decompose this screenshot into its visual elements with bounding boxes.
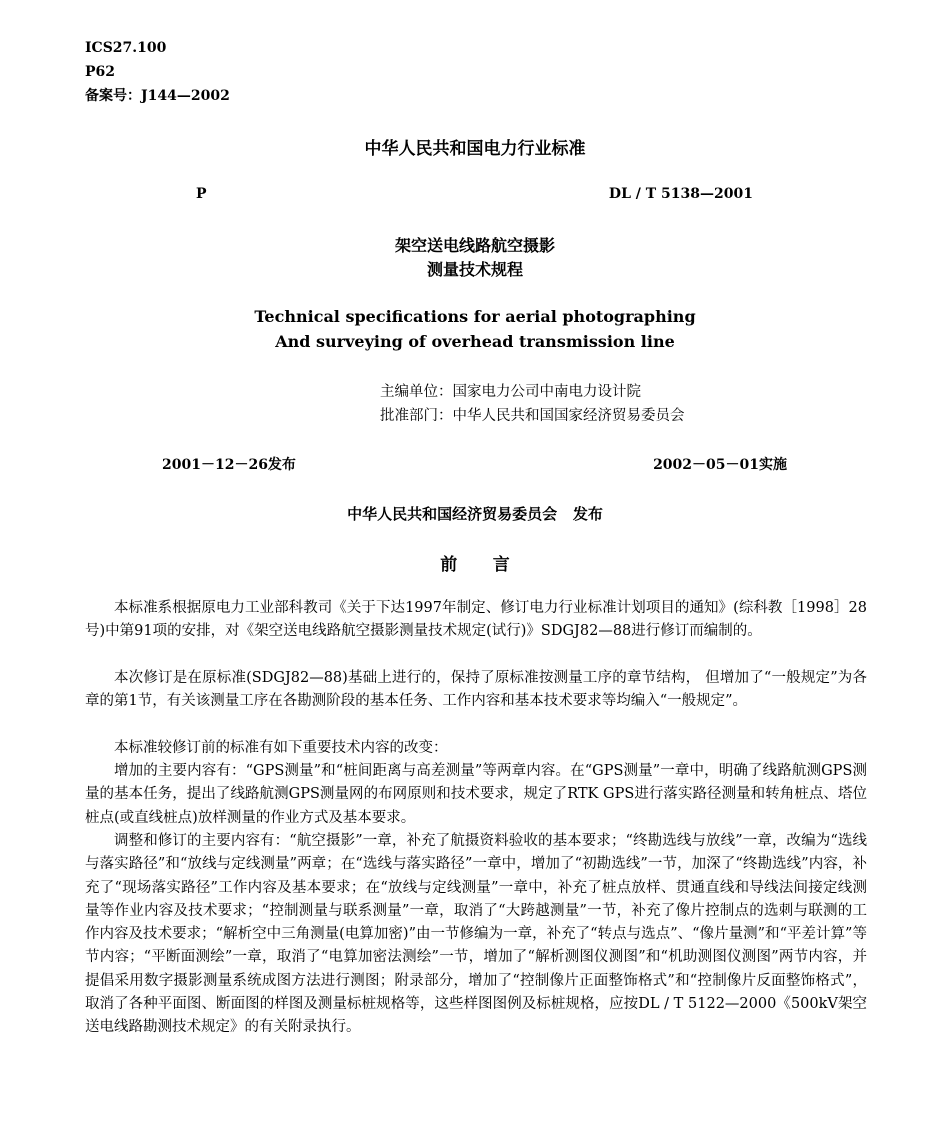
classification-code: P bbox=[196, 186, 207, 202]
standard-category: 中华人民共和国电力行业标准 bbox=[364, 139, 586, 159]
preface-paragraph-1: 本标准系根据原电力工业部科教司《关于下达1997年制定、修订电力行业标准计划项目的通知》(综科教［1998］28号)中第91项的安排，对《架空送电线路航空摄影测量技术规定(试行)》SDGJ82—88进行修订而编制的。 bbox=[85, 600, 867, 640]
publisher: 中华人民共和国经济贸易委员会 发布 bbox=[347, 505, 603, 523]
preface-paragraph-3: 本标准较修订前的标准有如下重要技术内容的改变： bbox=[114, 740, 448, 756]
issue-date: 2001－12－26发布 bbox=[162, 457, 296, 473]
preface-title: 前 言 bbox=[440, 555, 510, 575]
preface-paragraph-4: 增加的主要内容有：“GPS测量”和“桩间距离与高差测量”等两章内容。在“GPS测量”一章中，明确了线路航测GPS测量的基本任务，提出了线路航测GPS测量网的布网原则和技术要求，规定了RTK GPS进行落实路径测量和转角桩点、塔位桩点(或直线桩点)放样测量的作业方式及基本要求。 bbox=[85, 763, 867, 826]
preface-paragraph-2: 本次修订是在原标准(SDGJ82—88)基础上进行的，保持了原标准按测量工序的章节结构， 但增加了“一般规定”为各章的第1节，有关该测量工序在各勘测阶段的基本任务、工作内容和基本技术要求等均编入“一般规定”。 bbox=[85, 670, 867, 710]
title-en-line-1: Technical specifications for aerial photographing bbox=[254, 307, 696, 326]
title-cn-line-2: 测量技术规程 bbox=[426, 260, 523, 279]
approval-department: 批准部门：中华人民共和国国家经济贸易委员会 bbox=[380, 408, 685, 424]
ics-code: ICS27.100 bbox=[85, 40, 167, 56]
standard-number: DL / T 5138—2001 bbox=[608, 186, 753, 202]
p-code: P62 bbox=[85, 64, 116, 80]
implement-date: 2002－05－01实施 bbox=[653, 457, 787, 473]
title-cn-line-1: 架空送电线路航空摄影 bbox=[394, 236, 555, 255]
preface-paragraph-5: 调整和修订的主要内容有：“航空摄影”一章，补充了航摄资料验收的基本要求；“终勘选线与放线”一章，改编为“选线与落实路径”和“放线与定线测量”两章；在“选线与落实路径”一章中，增加了“初勘选线”一节，加深了“终勘选线”内容，补充了“现场落实路径”工作内容及基本要求；在“放线与定线测量”一章中，补充了桩点放样、贯通直线和导线法间接定线测量等作业内容及技术要求；“控制测量与联系测量”一章，取消了“大跨越测量”一节，补充了像片控制点的选刺与联测的工作内容及技术要求；“解析空中三角测量(电算加密)”由一节修编为一章，补充了“转点与选点”、“像片量测”和“平差计算”等节内容；“平断面测绘”一章，取消了“电算加密法测绘”一节，增加了“解析测图仪测图”和“机助测图仪测图”两节内容，并提倡采用数字摄影测量系统成图方法进行测图；附录部分，增加了“控制像片正面整饰格式”和“控制像片反面整饰格式”，取消了各种平面图、断面图的样图及测量标桩规格等，这些样图图例及标桩规格，应按DL / T 5122—2000《500kV架空送电线路勘测技术规定》的有关附录执行。 bbox=[85, 833, 867, 1036]
editor-unit: 主编单位：国家电力公司中南电力设计院 bbox=[380, 384, 641, 400]
title-en-line-2: And surveying of overhead transmission line bbox=[275, 332, 675, 351]
filing-number: 备案号：J144—2002 bbox=[85, 88, 230, 104]
